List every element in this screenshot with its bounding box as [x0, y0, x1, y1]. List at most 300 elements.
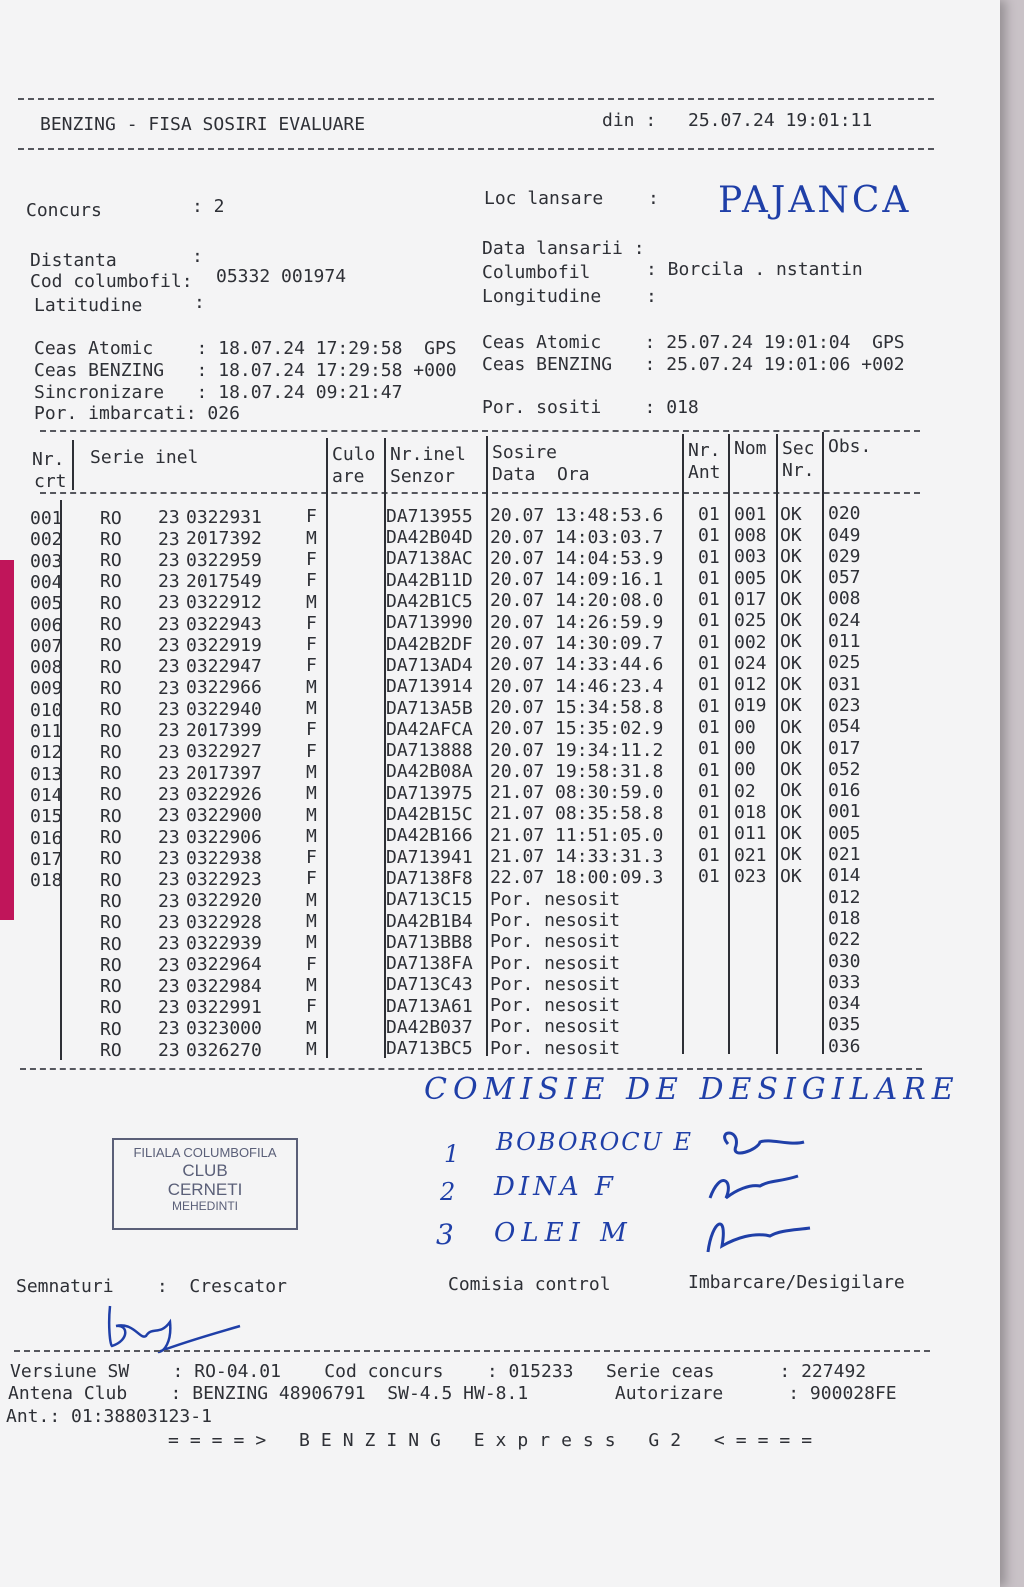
cell-sosire: 21.07 08:30:59.0	[490, 782, 664, 804]
cell-sosire: 20.07 14:33:44.6	[490, 654, 664, 676]
col-header-nom: Nom	[734, 438, 767, 459]
cell-sex: F	[306, 868, 317, 890]
cell-sosire: 20.07 14:04:53.9	[490, 547, 664, 569]
cell-an: 23	[158, 911, 180, 933]
col-separator	[822, 432, 824, 1054]
cell-sosire: Por. nesosit	[490, 973, 621, 995]
cell-inel: 0322912	[186, 592, 262, 614]
cell-sec: OK	[780, 546, 802, 568]
cell-sex: M	[306, 527, 317, 549]
cell-inel: 0322900	[186, 805, 262, 827]
cell-senzor: DA42B08A	[386, 761, 473, 783]
cell-tara: RO	[100, 571, 122, 593]
cell-sec: OK	[780, 801, 802, 823]
cell-inel: 0326270	[186, 1039, 262, 1061]
cell-tara: RO	[100, 763, 122, 785]
cell-crt: 002	[30, 529, 63, 551]
cell-senzor: DA713955	[386, 505, 473, 527]
cell-sosire: 20.07 19:34:11.2	[490, 739, 664, 761]
club-stamp	[112, 1138, 298, 1230]
cell-nom: 00	[734, 759, 756, 781]
ceas-atomic-right: Ceas Atomic : 25.07.24 19:01:04 GPS	[482, 332, 905, 353]
cell-inel: 0322927	[186, 741, 262, 763]
cell-sosire: 20.07 14:03:03.7	[490, 526, 664, 548]
cell-ant: 01	[698, 589, 720, 611]
col-header-nrinel: Nr.inel	[390, 444, 466, 465]
cell-sex: M	[306, 1038, 317, 1060]
cell-ant: 01	[698, 695, 720, 717]
cell-an: 23	[158, 720, 180, 742]
cell-sosire: 20.07 19:58:31.8	[490, 760, 664, 782]
cell-ant: 01	[698, 866, 720, 888]
cell-sex: M	[306, 591, 317, 613]
cell-inel: 0322964	[186, 954, 262, 976]
cell-nom: 024	[734, 652, 767, 674]
cell-sec: OK	[780, 823, 802, 844]
col-header-are: are	[332, 466, 365, 487]
cell-nom: 003	[734, 546, 767, 568]
cell-nom: 021	[734, 844, 767, 866]
cell-an: 23	[158, 1039, 180, 1061]
cell-obs: 018	[828, 907, 861, 929]
col-header-nr: Nr.	[32, 449, 65, 470]
cell-sec: OK	[780, 716, 802, 738]
cell-an: 23	[158, 975, 180, 997]
cell-tara: RO	[100, 827, 122, 849]
cell-sosire: 21.07 14:33:31.3	[490, 846, 664, 868]
cell-crt: 004	[30, 571, 63, 593]
imbarcare-label: Imbarcare/Desigilare	[688, 1272, 905, 1293]
cell-sec: OK	[780, 695, 802, 717]
cell-sex: F	[306, 953, 317, 975]
cell-inel: 0322928	[186, 911, 262, 933]
cell-senzor: DA42B037	[386, 1017, 473, 1039]
cell-obs: 005	[828, 822, 861, 844]
cell-an: 23	[158, 677, 180, 699]
cell-nom: 00	[734, 738, 756, 760]
stamp-line-4: MEHEDINTI	[172, 1199, 238, 1214]
cell-crt: 007	[30, 635, 63, 657]
cell-inel: 0322940	[186, 698, 262, 720]
cell-tara: RO	[100, 592, 122, 614]
cell-nom: 008	[734, 525, 767, 547]
longitudine-colon: :	[646, 286, 657, 307]
col-header-sosire: Sosire	[492, 442, 558, 463]
cell-nom: 011	[734, 823, 767, 845]
comisia-control-label: Comisia control	[448, 1274, 611, 1295]
cell-crt: 010	[30, 699, 63, 721]
cell-sex: F	[306, 996, 317, 1018]
cell-crt: 014	[30, 784, 63, 806]
cell-tara: RO	[100, 1040, 122, 1062]
cell-sosire: 20.07 14:09:16.1	[490, 569, 664, 591]
cell-ant: 01	[698, 567, 720, 589]
col-header-nrant-1: Nr.	[688, 440, 721, 461]
cell-tara: RO	[100, 677, 122, 699]
handwritten-member-1-nr: 1	[444, 1140, 460, 1168]
cell-nom: 023	[734, 865, 767, 887]
cell-inel: 0322931	[186, 507, 262, 529]
cell-sex: F	[306, 655, 317, 677]
cell-tara: RO	[100, 741, 122, 763]
cell-inel: 0322943	[186, 613, 262, 635]
cell-obs: 024	[828, 609, 861, 631]
cell-sex: M	[306, 932, 317, 954]
cell-obs: 054	[828, 716, 861, 738]
cell-inel: 0322938	[186, 847, 262, 869]
cell-ant: 01	[698, 844, 720, 866]
cell-tara: RO	[100, 997, 122, 1019]
cell-sec: OK	[780, 759, 802, 781]
cell-inel: 0323000	[186, 1018, 262, 1040]
cell-ant: 01	[698, 823, 720, 845]
cell-obs: 052	[828, 758, 861, 780]
cell-an: 23	[158, 933, 180, 955]
cell-senzor: DA42B11D	[386, 569, 473, 591]
cell-tara: RO	[100, 954, 122, 976]
cell-sosire: 22.07 18:00:09.3	[490, 867, 664, 889]
col-header-senzor: Senzor	[390, 466, 456, 487]
cell-tara: RO	[100, 699, 122, 721]
handwritten-commission-title: COMISIE DE DESIGILARE	[424, 1072, 960, 1107]
col-header-culo: Culo	[332, 444, 376, 465]
stamp-line-3: CERNETI	[167, 1180, 243, 1200]
cell-obs: 034	[828, 993, 861, 1015]
cell-nom: 02	[734, 780, 756, 802]
cell-sex: M	[306, 676, 317, 698]
cell-senzor: DA42B04D	[386, 527, 473, 549]
por-imbarcati: Por. imbarcati: 026	[34, 403, 240, 424]
cell-tara: RO	[100, 912, 122, 934]
cell-senzor: DA713A61	[386, 995, 473, 1017]
cell-tara: RO	[100, 890, 122, 912]
handwritten-member-3: OLEI M	[494, 1218, 633, 1248]
col-header-serie: Serie inel	[90, 447, 199, 468]
cell-sex: F	[306, 612, 317, 634]
cell-tara: RO	[100, 933, 122, 955]
cell-sec: OK	[780, 567, 802, 589]
cell-crt: 012	[30, 742, 63, 764]
cell-sec: OK	[780, 780, 802, 802]
cell-an: 23	[158, 549, 180, 571]
cell-an: 23	[158, 528, 180, 550]
cell-obs: 008	[828, 588, 861, 610]
concurs-label: Concurs	[26, 200, 102, 221]
columbofil-label: Columbofil	[482, 262, 591, 283]
cell-senzor: DA42B15C	[386, 804, 473, 826]
cell-tara: RO	[100, 635, 122, 657]
cell-crt: 009	[30, 678, 63, 700]
cell-tara: RO	[100, 784, 122, 806]
cell-inel: 0322919	[186, 634, 262, 656]
cod-columbofil-label: Cod columbofil:	[30, 271, 193, 292]
sincronizare: Sincronizare : 18.07.24 09:21:47	[34, 382, 403, 403]
cell-ant: 01	[698, 631, 720, 653]
concurs-value: : 2	[192, 196, 225, 217]
cell-an: 23	[158, 1018, 180, 1040]
cell-crt: 016	[30, 827, 63, 849]
cell-nom: 019	[734, 695, 767, 717]
footer-rule	[14, 1350, 930, 1352]
cell-an: 23	[158, 784, 180, 806]
table-bottom-rule	[20, 1068, 922, 1070]
col-separator	[486, 436, 488, 1056]
header-top-rule	[18, 98, 934, 100]
col-header-sec-1: Sec	[782, 438, 815, 459]
cell-senzor: DA7138AC	[386, 548, 473, 570]
cell-an: 23	[158, 571, 180, 593]
cell-sec: OK	[780, 503, 802, 525]
col-header-obs: Obs.	[828, 436, 872, 457]
cell-sosire: Por. nesosit	[490, 952, 621, 974]
cell-an: 23	[158, 869, 180, 891]
cell-sosire: 20.07 13:48:53.6	[490, 505, 664, 527]
cell-senzor: DA713975	[386, 782, 473, 804]
footer-ant: Ant.: 01:38803123-1	[6, 1406, 212, 1427]
cell-an: 23	[158, 698, 180, 720]
cell-obs: 021	[828, 844, 861, 865]
cell-senzor: DA713990	[386, 612, 473, 634]
cell-sosire: 20.07 14:20:08.0	[490, 590, 664, 612]
cell-nom: 005	[734, 567, 767, 589]
cell-sec: OK	[780, 673, 802, 695]
handwritten-member-3-nr: 3	[436, 1218, 454, 1251]
cell-sex: M	[306, 698, 317, 720]
cell-inel: 2017549	[186, 570, 262, 592]
cell-ant: 01	[698, 503, 720, 525]
cell-tara: RO	[100, 848, 122, 870]
footer-banner: ====> BENZING Express G2 <====	[168, 1430, 824, 1451]
cell-ant: 01	[698, 546, 720, 568]
cell-crt: 018	[30, 870, 63, 892]
cell-obs: 023	[828, 694, 861, 716]
cell-inel: 0322991	[186, 996, 262, 1018]
cell-sex: F	[306, 847, 317, 869]
cell-crt: 003	[30, 550, 63, 572]
cell-nom: 025	[734, 610, 767, 632]
latitudine-label: Latitudine	[34, 295, 143, 316]
cod-columbofil-value: 05332 001974	[216, 266, 347, 287]
cell-inel: 2017399	[186, 720, 262, 742]
handwritten-member-2: DINA F	[494, 1172, 617, 1202]
cell-obs: 011	[828, 631, 861, 652]
cell-sosire: 20.07 14:26:59.9	[490, 611, 664, 633]
cell-inel: 0322906	[186, 826, 262, 848]
cell-obs: 014	[828, 865, 861, 887]
cell-tara: RO	[100, 507, 122, 529]
cell-senzor: DA42AFCA	[386, 718, 473, 740]
cell-crt: 005	[30, 593, 63, 615]
cell-tara: RO	[100, 614, 122, 636]
cell-ant: 01	[698, 674, 720, 696]
cell-an: 23	[158, 890, 180, 912]
cell-ant: 01	[698, 780, 720, 802]
distanta-label: Distanta	[30, 250, 117, 271]
cell-inel: 0322947	[186, 656, 262, 678]
footer-versiune: Versiune SW : RO-04.01 Cod concurs : 015233 Serie ceas : 227492	[10, 1361, 867, 1382]
cell-tara: RO	[100, 976, 122, 998]
crescator-signature	[100, 1296, 250, 1356]
cell-crt: 001	[30, 508, 63, 529]
cell-sosire: 20.07 14:30:09.7	[490, 633, 664, 655]
cell-obs: 036	[828, 1035, 861, 1057]
cell-an: 23	[158, 507, 180, 529]
cell-obs: 033	[828, 971, 861, 993]
cell-sex: F	[306, 570, 317, 592]
cell-ant: 01	[698, 525, 720, 547]
cell-an: 23	[158, 635, 180, 657]
cell-inel: 0322926	[186, 783, 262, 805]
cell-ant: 01	[698, 653, 720, 675]
cell-sex: F	[306, 719, 317, 741]
cell-ant: 01	[698, 759, 720, 781]
cell-obs: 020	[828, 503, 861, 525]
cell-obs: 022	[828, 929, 861, 951]
semnaturi-label: Semnaturi : Crescator	[16, 1276, 287, 1297]
cell-sosire: Por. nesosit	[490, 1016, 621, 1038]
cell-sec: OK	[780, 844, 802, 866]
cell-crt: 006	[30, 614, 63, 636]
loc-lansare-colon: :	[648, 188, 659, 209]
cell-obs: 057	[828, 567, 861, 589]
col-separator	[682, 434, 684, 1054]
cell-an: 23	[158, 741, 180, 763]
stamp-line-2: CLUB	[182, 1160, 228, 1180]
cell-sosire: Por. nesosit	[490, 995, 621, 1017]
cell-obs: 017	[828, 737, 861, 759]
cell-ant: 01	[698, 716, 720, 738]
cell-tara: RO	[100, 656, 122, 678]
cell-sex: F	[306, 506, 317, 528]
cell-an: 23	[158, 762, 180, 784]
cell-senzor: DA7138F8	[386, 867, 473, 889]
col-separator	[326, 438, 328, 1058]
cell-sec: OK	[780, 610, 802, 631]
cell-inel: 2017397	[186, 762, 262, 784]
cell-ant: 01	[698, 610, 720, 632]
cell-ant: 01	[698, 802, 720, 824]
din-value: 25.07.24 19:01:11	[688, 110, 873, 131]
cell-sosire: 21.07 08:35:58.8	[490, 803, 664, 825]
table-top-rule	[40, 430, 920, 432]
cell-crt: 013	[30, 763, 63, 785]
cell-senzor: DA42B166	[386, 825, 473, 847]
loc-lansare-handwritten: PAJANCA	[718, 180, 912, 221]
cell-sosire: 20.07 14:46:23.4	[490, 675, 664, 697]
ceas-benzing-left: Ceas BENZING : 18.07.24 17:29:58 +000	[34, 360, 457, 381]
cell-an: 23	[158, 656, 180, 678]
cell-sex: F	[306, 548, 317, 570]
cell-nom: 001	[734, 503, 767, 525]
distanta-colon: :	[192, 246, 203, 267]
footer-antena: Antena Club : BENZING 48906791 SW-4.5 HW-8.1 Autorizare : 900028FE	[8, 1383, 897, 1404]
cell-crt: 015	[30, 806, 63, 828]
data-lansarii-label: Data lansarii :	[482, 238, 645, 259]
cell-sosire: 20.07 15:34:58.8	[490, 696, 664, 718]
cell-obs: 030	[828, 950, 861, 972]
cell-sec: OK	[780, 737, 802, 759]
cell-sex: M	[306, 911, 317, 933]
cell-sex: M	[306, 783, 317, 805]
longitudine-label: Longitudine	[482, 286, 602, 307]
cell-sec: OK	[780, 524, 802, 546]
cell-obs: 016	[828, 780, 861, 802]
col-header-dataora: Data Ora	[492, 464, 590, 485]
col-header-crt: crt	[34, 471, 67, 492]
sheet-title: BENZING - FISA SOSIRI EVALUARE	[40, 114, 366, 135]
cell-sex: M	[306, 889, 317, 911]
columbofil-value: : Borcila . nstantin	[646, 259, 863, 280]
cell-tara: RO	[100, 1018, 122, 1040]
cell-obs: 001	[828, 801, 861, 823]
latitudine-colon: :	[194, 292, 205, 313]
cell-ant: 01	[698, 738, 720, 760]
cell-nom: 00	[734, 716, 756, 738]
cell-senzor: DA42B2DF	[386, 633, 473, 655]
loc-lansare-label: Loc lansare	[484, 188, 604, 209]
cell-obs: 031	[828, 673, 861, 695]
ceas-atomic-left: Ceas Atomic : 18.07.24 17:29:58 GPS	[34, 338, 457, 359]
cell-sex: M	[306, 761, 317, 783]
cell-crt: 008	[30, 657, 63, 679]
cell-senzor: DA713941	[386, 846, 473, 868]
col-separator	[728, 434, 730, 1054]
cell-sosire: Por. nesosit	[490, 931, 621, 953]
cell-tara: RO	[100, 528, 122, 550]
cell-crt: 011	[30, 721, 63, 742]
header-bottom-rule	[18, 148, 934, 150]
cell-inel: 0322923	[186, 869, 262, 891]
cell-senzor: DA713C15	[386, 889, 473, 911]
cell-senzor: DA713C43	[386, 974, 473, 996]
cell-tara: RO	[100, 550, 122, 572]
cell-sex: F	[306, 634, 317, 656]
cell-sec: OK	[780, 588, 802, 610]
cell-nom: 002	[734, 631, 767, 653]
cell-sec: OK	[780, 865, 802, 887]
cell-inel: 0322959	[186, 549, 262, 571]
col-header-nrant-2: Ant	[688, 462, 721, 483]
cell-nom: 018	[734, 801, 767, 823]
table-header-rule	[40, 492, 920, 494]
cell-inel: 0322966	[186, 677, 262, 699]
cell-an: 23	[158, 848, 180, 870]
cell-sosire: 20.07 15:35:02.9	[490, 718, 664, 740]
cell-obs: 029	[828, 545, 861, 567]
cell-inel: 2017392	[186, 528, 262, 550]
cell-sex: M	[306, 804, 317, 826]
cell-obs: 025	[828, 652, 861, 674]
cell-an: 23	[158, 805, 180, 827]
cell-obs: 049	[828, 524, 861, 546]
cell-sex: M	[306, 974, 317, 996]
cell-crt: 017	[30, 848, 63, 870]
cell-sosire: Por. nesosit	[490, 909, 621, 931]
handwritten-member-1: BOBOROCU E	[496, 1128, 693, 1156]
cell-sec: OK	[780, 631, 802, 653]
stamp-line-1: FILIALA COLUMBOFILA	[133, 1145, 277, 1160]
cell-obs: 012	[828, 886, 861, 908]
cell-an: 23	[158, 997, 180, 1019]
cell-tara: RO	[100, 869, 122, 891]
cell-an: 23	[158, 954, 180, 976]
background-strip	[0, 560, 14, 920]
cell-an: 23	[158, 613, 180, 635]
handwritten-member-2-nr: 2	[440, 1178, 456, 1206]
cell-senzor: DA713AD4	[386, 654, 473, 676]
cell-senzor: DA713BB8	[386, 931, 473, 953]
cell-sosire: 21.07 11:51:05.0	[490, 824, 664, 846]
